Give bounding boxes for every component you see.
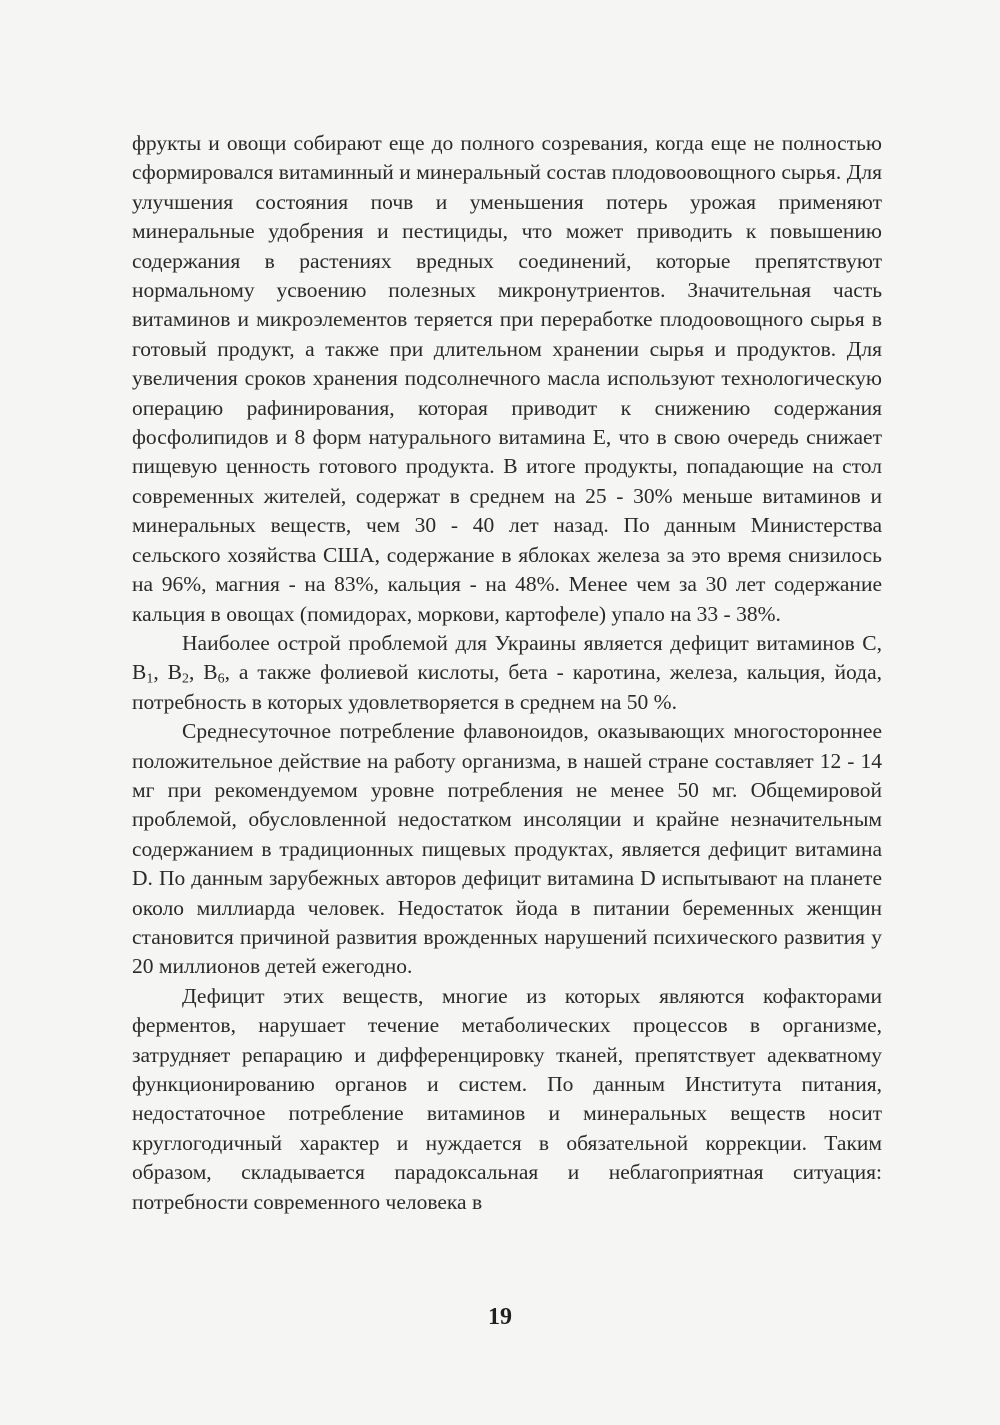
- paragraph-4: Дефицит этих веществ, многие из которых являются кофакторами ферментов, нарушает течение метаболических процессов в организме, затрудняет репарацию и дифференцировку тканей, препятствует адекватному функционированию органов и систем. По данным Института питания, недостаточное потребление витаминов и минеральных веществ носит круглогодичный характер и нуждается в обязательной коррекции. Таким образом, складывается парадоксальная и неблагоприятная ситуация: потребности современного человека в: [132, 983, 882, 1214]
- page-number: 19: [488, 1304, 512, 1330]
- paragraph-2: [132, 629, 882, 717]
- paragraph-2-text-a: Наиболее острой проблемой для Украины является дефицит витаминов С, В: [132, 630, 882, 685]
- paragraph-2-text-b: , В: [153, 660, 182, 685]
- paragraph-3: Среднесуточное потребление флавоноидов, оказывающих многостороннее положительное действие на работу организма, в нашей стране составляет 12 - 14 мг при рекомендуемом уровне потребления не менее 50 мг. Общемировой проблемой, обусловленной недостатком инсоляции и крайне незначительным содержанием в традиционных пищевых продуктах, является дефицит витамина D. По данным зарубежных авторов дефицит витамина D испытывают на планете около миллиарда человек. Недостаток йода в питании беременных женщин становится причиной развития врожденных нарушений психического развития у 20 миллионов детей ежегодно.: [132, 719, 882, 979]
- subscript-2: 2: [181, 671, 189, 687]
- paragraph-1: фрукты и овощи собирают еще до полного созревания, когда еще не полностью сформировался витаминный и минеральный состав плодовоовощного сырья. Для улучшения состояния почв и уменьшения потерь урожая применяют минеральные удобрения и пестициды, что может приводить к повышению содержания в растениях вредных соединений, которые препятствуют нормальному усвоению полезных микронутриентов. Значительная часть витаминов и микроэлементов теряется при переработке плодоовощного сырья в готовый продукт, а также при длительном хранении сырья и продуктов. Для увеличения сроков хранения подсолнечного масла используют технологическую операцию рафинирования, которая приводит к снижению содержания фосфолипидов и 8 форм натурального витамина Е, что в свою очередь снижает пищевую ценность готового продукта. В итоге продукты, попадающие на стол современных жителей, содержат в среднем на 25 - 30% меньше витаминов и минеральных веществ, чем 30 - 40 лет назад. По данным Министерства сельского хозяйства США, содержание в яблоках железа за это время снизилось на 96%, магния - на 83%, кальция - на 48%. Менее чем за 30 лет содержание кальция в овощах (помидорах, моркови, картофеле) упало на 33 - 38%.: [132, 131, 882, 626]
- subscript-6: 6: [217, 671, 225, 687]
- paragraph-2-text-d: , а также фолиевой кислоты, бета - каротина, железа, кальция, йода, потребность в которых удовлетворяется в среднем на 50 %.: [132, 660, 882, 714]
- paragraph-2-text-c: , В: [188, 660, 218, 685]
- body-text: [132, 129, 882, 1217]
- subscript-1: 1: [146, 671, 154, 687]
